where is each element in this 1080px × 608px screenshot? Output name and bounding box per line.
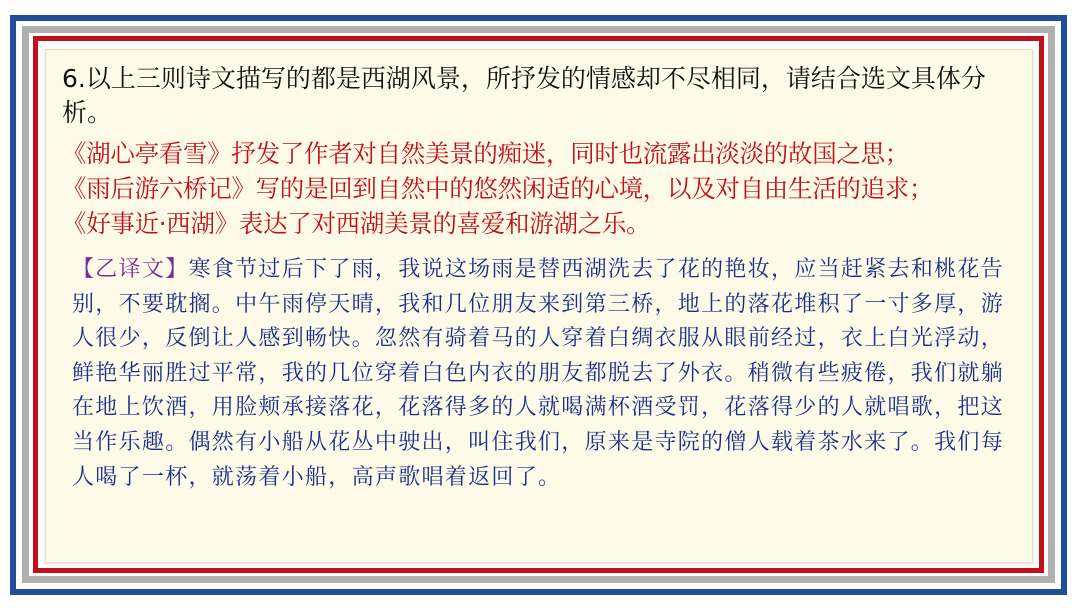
answer-item-3: 《好事近·西湖》表达了对西湖美景的喜爱和游湖之乐。 <box>62 209 651 238</box>
answer-item-2: 《雨后游六桥记》写的是回到自然中的悠然闲适的心境，以及对自由生活的追求； <box>62 174 934 203</box>
answer-list <box>62 136 1027 241</box>
translation-tag: 【乙译文】 <box>72 257 189 282</box>
answer-item-1: 《湖心亭看雪》抒发了作者对自然美景的痴迷，同时也流露出淡淡的故国之思； <box>62 139 909 168</box>
translation-paragraph <box>72 253 1020 495</box>
question-text: 6.以上三则诗文描写的都是西湖风景，所抒发的情感却不尽相同，请结合选文具体分析。 <box>62 64 986 127</box>
translation-text: 寒食节过后下了雨，我说这场雨是替西湖洗去了花的艳妆，应当赶紧去和桃花告别，不要耽搁。中午雨停天晴，我和几位朋友来到第三桥，地上的落花堆积了一寸多厚，游人很少，反倒让人感到畅快。忽然有骑着马的人穿着白绸衣服从眼前经过，衣上白光浮动，鲜艳华丽胜过平常，我的几位穿着白色内衣的朋友都脱去了外衣。稍微有些疲倦，我们就躺在地上饮酒，用脸颊承接落花，花落得多的人就喝满杯酒受罚，花落得少的人就唱歌，把这当作乐趣。偶然有小船从花丛中驶出，叫住我们，原来是寺院的僧人载着茶水来了。我们每人喝了一杯，就荡着小船，高声歌唱着返回了。 <box>72 257 1005 490</box>
